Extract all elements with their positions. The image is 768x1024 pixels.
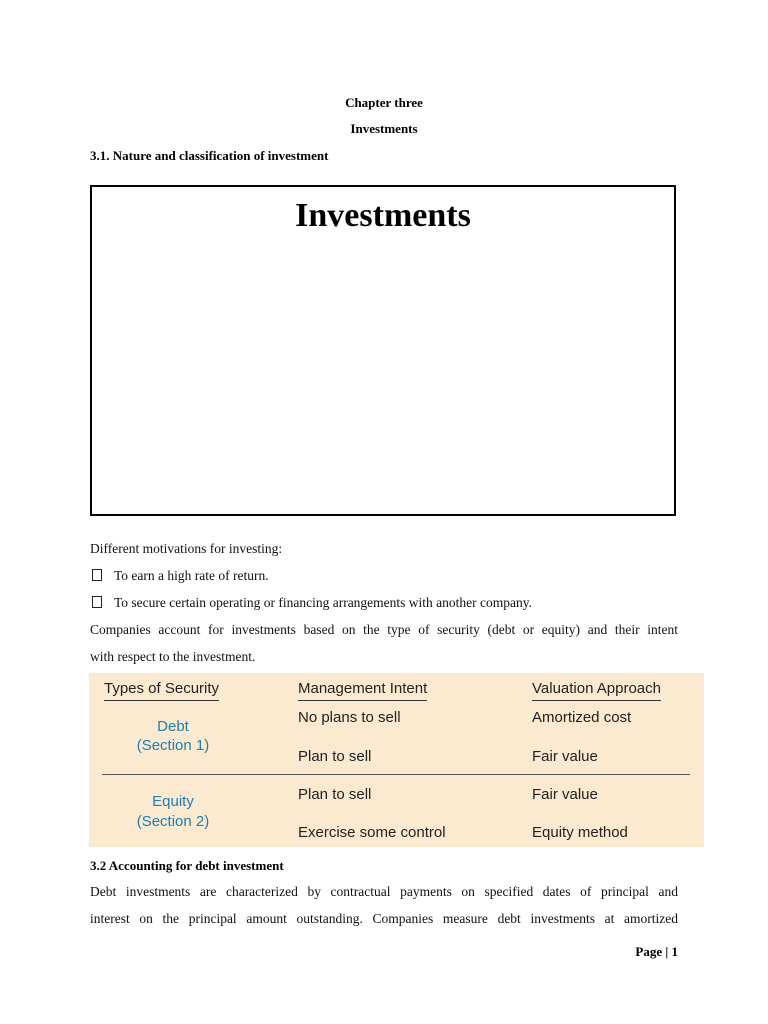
- security-classification-table: [89, 673, 704, 847]
- intent-cell: Exercise some control: [298, 824, 446, 841]
- paragraph-line: interest on the principal amount outstanding. Companies measure debt investments at amortized: [90, 911, 678, 926]
- motivation-item: [92, 589, 532, 616]
- intent-cell: Plan to sell: [298, 786, 372, 803]
- motivations-intro: Different motivations for investing:: [90, 541, 283, 556]
- motivation-item: [92, 562, 269, 589]
- investments-figure: [90, 185, 676, 516]
- intent-cell: No plans to sell: [298, 709, 401, 726]
- motivation-text: To earn a high rate of return.: [114, 568, 269, 583]
- paragraph-line: Debt investments are characterized by contractual payments on specified dates of principal and: [90, 884, 678, 899]
- valuation-cell: Amortized cost: [532, 709, 632, 726]
- valuation-cell: Fair value: [532, 786, 598, 803]
- intent-cell: Plan to sell: [298, 748, 372, 765]
- paragraph-line: with respect to the investment.: [90, 649, 256, 664]
- valuation-cell: Equity method: [532, 824, 628, 841]
- security-section-equity: (Section 2): [136, 813, 210, 830]
- chapter-number: Chapter three: [345, 95, 423, 110]
- security-section-debt: (Section 1): [136, 737, 210, 754]
- column-header-intent: Management Intent: [298, 679, 427, 701]
- section-heading-3-1: 3.1. Nature and classification of investment: [90, 148, 329, 163]
- section-heading-3-2: 3.2 Accounting for debt investment: [90, 858, 284, 873]
- column-header-security: Types of Security: [104, 679, 219, 701]
- bullet-box-icon: [92, 596, 102, 608]
- paragraph-line: Companies account for investments based on the type of security (debt or equity) and their intent: [90, 622, 678, 637]
- group-divider: [102, 774, 690, 775]
- motivation-text: To secure certain operating or financing arrangements with another company.: [114, 595, 533, 610]
- column-header-valuation: Valuation Approach: [532, 679, 661, 701]
- figure-title: Investments: [295, 197, 471, 234]
- security-type-debt: Debt: [157, 718, 189, 735]
- valuation-cell: Fair value: [532, 748, 598, 765]
- security-type-equity: Equity: [152, 793, 194, 810]
- chapter-title: Investments: [350, 121, 418, 136]
- bullet-box-icon: [92, 569, 102, 581]
- page-number: Page | 1: [635, 944, 678, 959]
